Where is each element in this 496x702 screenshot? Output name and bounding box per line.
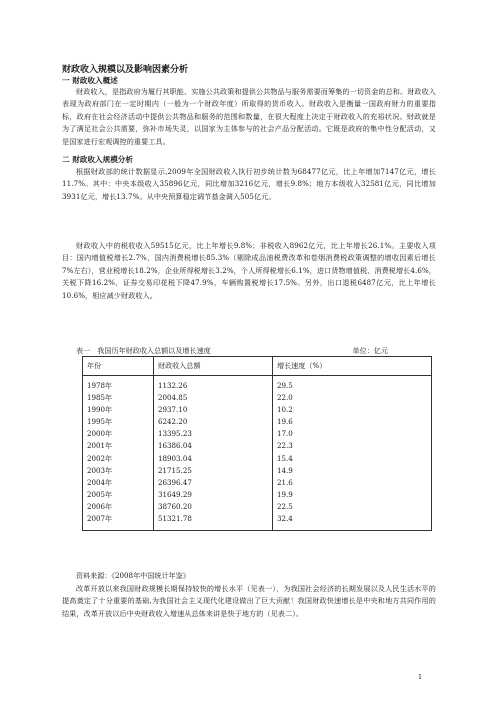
table-source-note: 资料来源：《2008年中国统计年鉴》 [76,571,190,580]
year-cell: 2002年 [87,453,113,463]
year-cell: 2006年 [87,501,113,511]
total-cell: 18903.04 [158,453,192,463]
table-header-row [83,357,432,376]
growth-cell: 19.9 [277,489,293,499]
growth-cell: 19.6 [277,417,293,427]
growth-cell: 22.3 [277,441,293,451]
revenue-table [82,356,432,531]
section-2-paragraph-2: 财政收入中的税收收入59515亿元，比上年增长9.8%；非税收入8962亿元，比上年增长26.1%。主要收入项目：国内增值税增长2.7%，国内消费税增长85.3%（剔除成品油税费改革和卷烟消费税政策调整的增收因素后增长 7%左右），营业税增长18.2%，企业所得税增长3.2%，个人所得税增长6.1%，进口货物增值税、消费税增长4.6%，关税下降16.2%，证券交易印花税下降47.9%，车辆购置税增长17.5%。另外，出口退税6487亿元，比上年增长10.6%，相应减少财政收入。 [62,241,436,300]
section-1-paragraph: 财政收入，是指政府为履行其职能、实施公共政策和提供公共物品与服务需要而筹集的一切资金的总和。财政收入表现为政府部门在一定时期内（一般为一个财政年度）所取得的货币收入。财政收入是衡量一国政府财力的重要指标，政府在社会经济活动中提供公共物品和服务的范围和数量，在很大程度上决定于财政收入的充裕状况。财政就是为了满足社会公共需要，弥补市场失灵，以国家为主体参与的社会产品分配活动。它既是政府的集中性分配活动，又是国家进行宏观调控的重要工具。 [62,87,436,146]
year-cell: 2001年 [87,441,113,451]
total-cell: 2004.85 [158,393,188,403]
year-cell: 1995年 [87,417,113,427]
year-cell: 2003年 [87,465,113,475]
table-caption [76,346,436,356]
growth-cell: 15.4 [277,453,293,463]
table-unit: 单位：亿元 [352,346,388,355]
growth-cell: 22.0 [277,393,293,403]
years-column [83,376,154,531]
growth-cell: 29.5 [277,381,293,390]
year-cell: 2007年 [87,514,113,524]
table-body-row [83,376,432,531]
total-cell: 2937.10 [158,405,188,415]
header-growth: 增长速度（%） [273,357,432,376]
growth-cell: 32.4 [277,514,293,524]
growth-cell: 21.6 [277,477,293,487]
growth-column [273,376,432,531]
growth-cell: 22.5 [277,501,293,511]
totals-column [154,376,273,531]
year-cell: 2005年 [87,489,113,499]
total-cell: 1132.26 [158,381,188,390]
section-1-heading: 一 财政收入概述 [62,76,118,85]
section-2-paragraph-1: 根据财政部的统计数据显示,2009年全国财政收入执行初步统计数为68477亿元，比上年增加7147亿元，增长11.7%。其中：中央本级收入35896亿元，同比增加3216亿元，增长9.8%；地方本级收入32581亿元，同比增加3931亿元，增长13.7%。从中央预算稳定调节基金调入505亿元。 [62,167,436,201]
year-cell: 1978年 [87,381,113,390]
total-cell: 38760.20 [158,501,192,511]
header-total: 财政收入总额 [154,357,273,376]
total-cell: 16386.04 [158,441,192,451]
year-cell: 1990年 [87,405,113,415]
total-cell: 21715.25 [158,465,192,475]
year-cell: 2004年 [87,477,113,487]
document-title: 财政收入规模以及影响因素分析 [62,65,189,75]
total-cell: 6242.20 [158,417,188,427]
total-cell: 51321.78 [158,514,192,524]
header-year: 年份 [83,357,154,376]
total-cell: 31649.29 [158,489,192,499]
page-number: 1 [418,673,423,681]
year-cell: 2000年 [87,429,113,439]
total-cell: 13395.23 [158,429,192,439]
table-caption-text: 表一 我国历年财政收入总额以及增长速度 [76,346,211,355]
closing-paragraph: 改革开放以来我国财政规模长期保持较快的增长水平（见表一），为我国社会经济的长期发展以及人民生活水平的提高奠定了十分重要的基础,为我国社会主义现代化建设做出了巨大贡献！我国财政快速增长是中央和地方共同作用的结果，改革开放以后中央财政收入增速从总体来讲是快于地方的（见表二）。 [62,584,436,618]
year-cell: 1985年 [87,393,113,403]
total-cell: 26396.47 [158,477,192,487]
section-2-heading: 二 财政收入规模分析 [62,155,133,164]
growth-cell: 17.0 [277,429,293,439]
growth-cell: 14.9 [277,465,293,475]
growth-cell: 10.2 [277,405,293,415]
